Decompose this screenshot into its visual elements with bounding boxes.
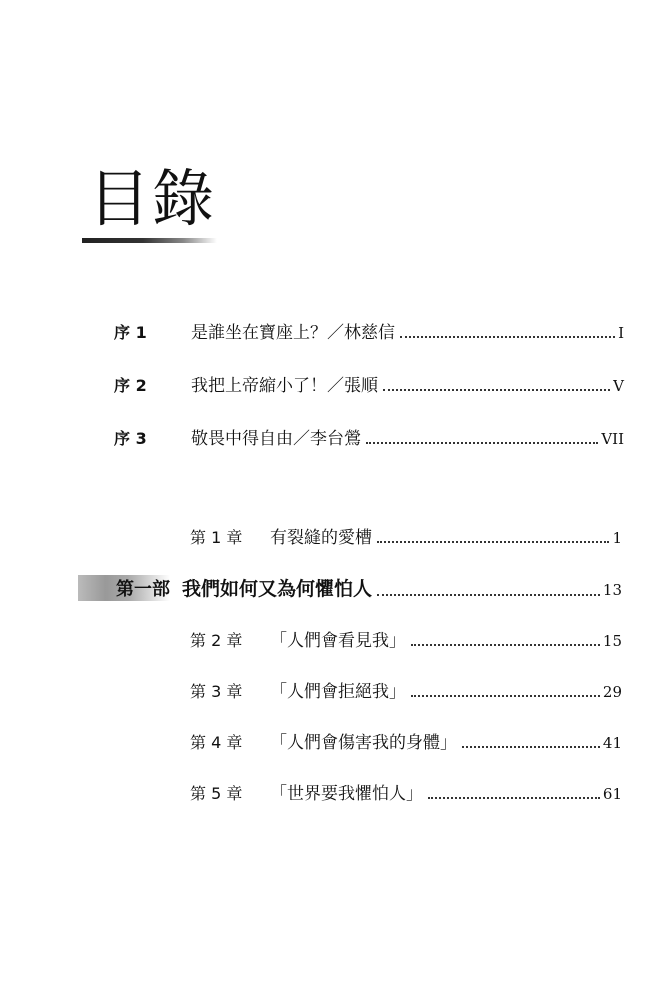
toc-entry-preface-1[interactable] — [114, 318, 624, 343]
entry-label: 第 4 章 — [190, 733, 243, 752]
entry-label: 第 1 章 — [190, 528, 243, 547]
entry-title: 是誰坐在寶座上？／林慈信 — [191, 323, 395, 343]
entry-label: 第 3 章 — [190, 682, 243, 701]
toc-entry-chapter-1[interactable] — [190, 523, 622, 548]
toc-entry-preface-2[interactable] — [114, 371, 624, 396]
entry-page-number: 1 — [612, 529, 622, 547]
entry-label: 序 2 — [114, 376, 147, 395]
entry-title: 敬畏中得自由／李台鶯 — [191, 429, 361, 449]
toc-entry-chapter-3[interactable] — [190, 677, 622, 702]
entry-title: 「人們會拒絕我」 — [270, 682, 406, 702]
entry-title: 「人們會傷害我的身體」 — [270, 733, 457, 753]
entry-page-number: VII — [601, 430, 624, 448]
entry-label: 第 2 章 — [190, 631, 243, 650]
dot-leader — [377, 540, 609, 543]
title-underline — [82, 238, 217, 243]
entry-page-number: 13 — [602, 581, 622, 599]
toc-entry-preface-3[interactable] — [114, 424, 624, 449]
part-title: 我們如何又為何懼怕人 — [182, 578, 373, 600]
dot-leader — [411, 694, 600, 697]
toc-entry-chapter-4[interactable] — [190, 728, 622, 753]
entry-label: 序 3 — [114, 429, 147, 448]
dot-leader — [400, 335, 615, 338]
dot-leader — [366, 441, 598, 444]
entry-page-number: 29 — [602, 683, 622, 701]
toc-entry-part-1[interactable] — [78, 574, 622, 601]
entry-title: 我把上帝縮小了！／張順 — [191, 376, 378, 396]
entry-title: 有裂縫的愛槽 — [270, 528, 372, 548]
page-title: 目錄 — [88, 162, 217, 235]
entry-page-number: 41 — [602, 734, 622, 752]
part-label: 第一部 — [78, 575, 170, 601]
entry-title: 「人們會看見我」 — [270, 631, 406, 651]
dot-leader — [383, 388, 610, 391]
dot-leader — [462, 745, 600, 748]
toc-entry-chapter-5[interactable] — [190, 779, 622, 804]
entry-page-number: V — [613, 377, 624, 395]
entry-title: 「世界要我懼怕人」 — [270, 784, 423, 804]
dot-leader — [377, 593, 600, 596]
entry-page-number: 61 — [602, 785, 622, 803]
entry-page-number: 15 — [602, 632, 622, 650]
dot-leader — [428, 796, 600, 799]
toc-entry-chapter-2[interactable] — [190, 626, 622, 651]
entry-page-number: I — [618, 324, 624, 342]
entry-label: 序 1 — [114, 323, 147, 342]
dot-leader — [411, 643, 600, 646]
entry-label: 第 5 章 — [190, 784, 243, 803]
